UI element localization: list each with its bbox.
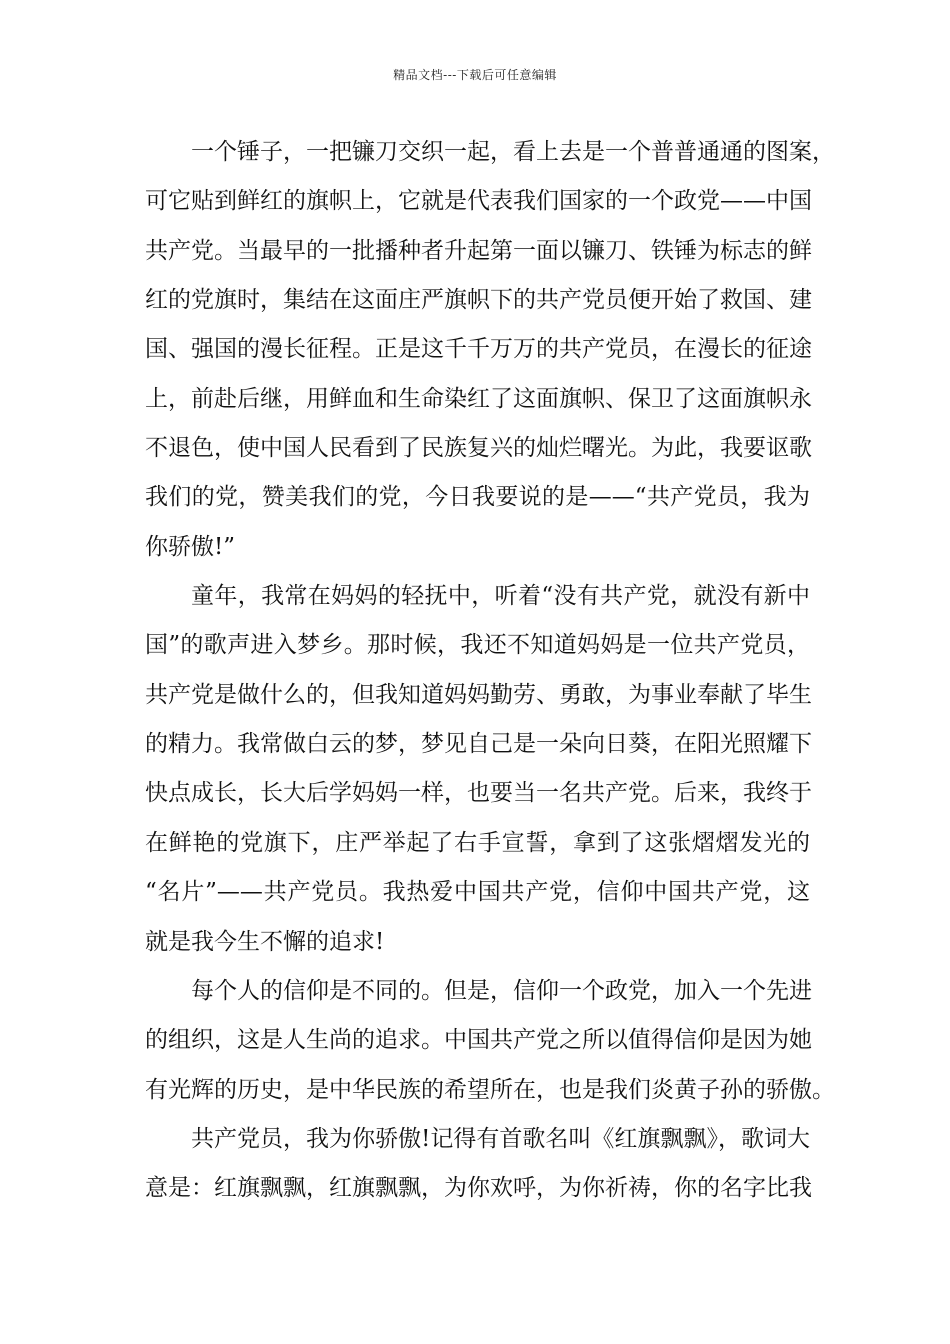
body-text xyxy=(145,128,835,1214)
text-line: 有光辉的历史，是中华民族的希望所在，也是我们炎黄子孙的骄傲。 xyxy=(145,1076,835,1103)
text-line: 的精力。我常做白云的梦，梦见自己是一朵向日葵，在阳光照耀下 xyxy=(145,731,812,758)
text-line: 共产党员，我为你骄傲!记得有首歌名叫《红旗飘飘》，歌词大 xyxy=(191,1125,810,1152)
text-line: 国、强国的漫长征程。正是这千千万万的共产党员，在漫长的征途 xyxy=(145,336,812,363)
text-line: 共产党是做什么的，但我知道妈妈勤劳、勇敢，为事业奉献了毕生 xyxy=(145,681,812,708)
paragraph xyxy=(145,128,835,572)
text-line: 可它贴到鲜红的旗帜上，它就是代表我们国家的一个政党——中国 xyxy=(145,188,812,215)
text-line: 意是：红旗飘飘，红旗飘飘，为你欢呼，为你祈祷，你的名字比我 xyxy=(145,1175,812,1202)
text-line: “名片”——共产党员。我热爱中国共产党，信仰中国共产党，这 xyxy=(145,879,810,906)
text-line: 你骄傲!” xyxy=(145,533,236,560)
text-line: 不退色，使中国人民看到了民族复兴的灿烂曙光。为此，我要讴歌 xyxy=(145,435,812,462)
text-line: 快点成长，长大后学妈妈一样，也要当一名共产党。后来，我终于 xyxy=(145,780,812,807)
text-line: 的组织，这是人生尚的追求。中国共产党之所以值得信仰是因为她 xyxy=(145,1027,812,1054)
text-line: 共产党。当最早的一批播种者升起第一面以镰刀、铁锤为标志的鲜 xyxy=(145,237,812,264)
text-line: 我们的党，赞美我们的党，今日我要说的是——“共产党员，我为 xyxy=(145,484,810,511)
text-line: 童年，我常在妈妈的轻抚中，听着“没有共产党，就没有新中 xyxy=(191,583,810,610)
text-line: 上，前赴后继，用鲜血和生命染红了这面旗帜、保卫了这面旗帜永 xyxy=(145,385,812,412)
paragraph xyxy=(145,967,835,1115)
text-line: 一个锤子，一把镰刀交织一起，看上去是一个普普通通的图案， xyxy=(191,139,835,165)
paragraph xyxy=(145,572,810,967)
text-line: 每个人的信仰是不同的。但是，信仰一个政党，加入一个先进 xyxy=(191,977,812,1004)
text-line: 在鲜艳的党旗下，庄严举起了右手宣誓，拿到了这张熠熠发光的 xyxy=(145,829,810,856)
text-line: 就是我今生不懈的追求! xyxy=(145,928,385,955)
paragraph xyxy=(145,1115,810,1214)
page-header: 精品文档---下载后可任意编辑 xyxy=(393,68,557,82)
text-line: 国”的歌声进入梦乡。那时候，我还不知道妈妈是一位共产党员， xyxy=(145,632,810,659)
text-line: 红的党旗时，集结在这面庄严旗帜下的共产党员便开始了救国、建 xyxy=(145,287,812,314)
